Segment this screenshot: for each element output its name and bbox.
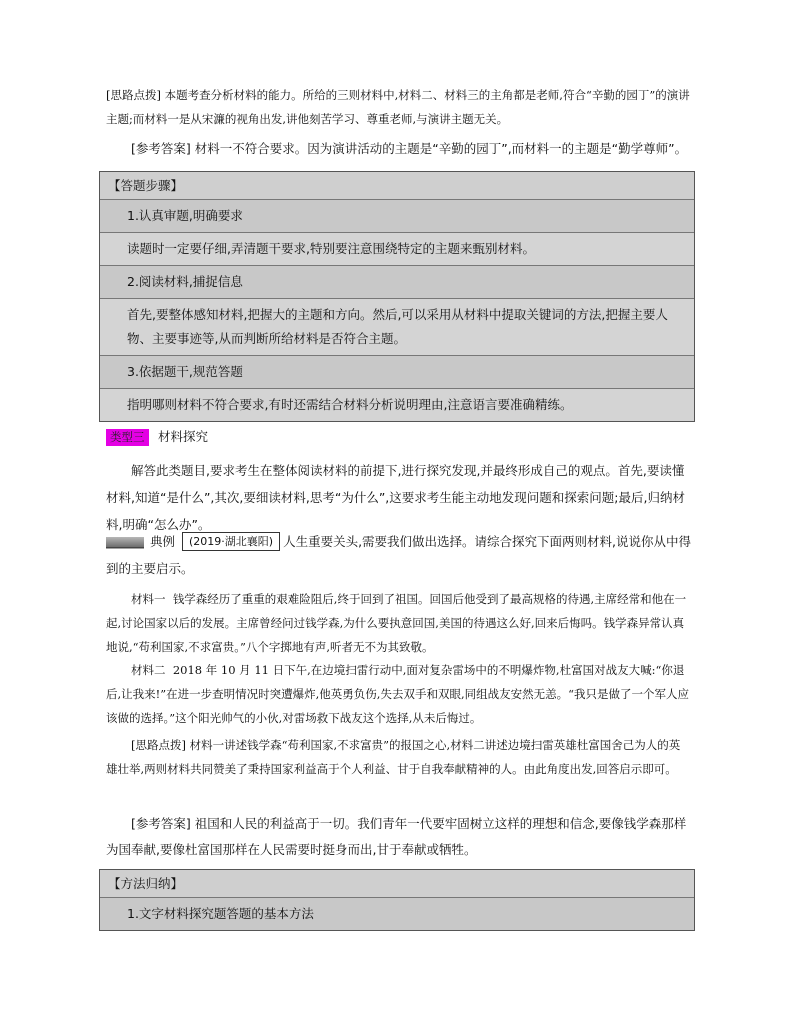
type-title: 材料探究: [158, 429, 209, 444]
answer-text: 材料一不符合要求。因为演讲活动的主题是“辛勤的园丁”,而材料一的主题是“勤学尊师”。: [194, 141, 688, 156]
method-header: 【方法归纳】: [100, 870, 694, 898]
example-source: (2019·湖北襄阳): [182, 532, 280, 551]
type-intro: 解答此类题目,要求考生在整体阅读材料的前提下,进行探究发现,并最终形成自己的观点。首先,要读懂材料,知道“是什么”,其次,要细读材料,思考“为什么”,这要求考生能主动地发现问题和探索问题;最后,归纳材料,明确“怎么办”。: [106, 463, 685, 532]
material-2: [106, 658, 690, 730]
material-1: [106, 587, 690, 659]
step-1-title: 1.认真审题,明确要求: [100, 200, 694, 233]
think-tip-text: 材料一讲述钱学森“苟利国家,不求富贵”的报国之心,材料二讲述边境扫雷英雄杜富国舍己为人的英雄壮举,两则材料共同赞美了秉持国家利益高于个人利益、甘于自我奉献精神的人。由此角度出发,回答启示即可。: [106, 738, 681, 776]
answer-steps-box: [99, 171, 695, 422]
think-tip-label: [思路点拨]: [106, 88, 161, 102]
method-summary-box: [99, 869, 695, 931]
material-1-label: 材料一: [131, 592, 166, 606]
example-block: [106, 528, 696, 582]
step-2-text: 首先,要整体感知材料,把握大的主题和方向。然后,可以采用从材料中提取关键词的方法,把握主要人物、主要事迹等,从而判断所给材料是否符合主题。: [100, 299, 694, 356]
think-tip-label: [思路点拨]: [131, 738, 186, 752]
think-tip-1: [106, 83, 690, 131]
example-ribbon-icon: [106, 537, 144, 549]
material-2-label: 材料二: [131, 663, 166, 677]
answer-text: 祖国和人民的利益高于一切。我们青年一代要牢固树立这样的理想和信念,要像钱学森那样为国奉献,要像杜富国那样在人民需要时挺身而出,甘于奉献或牺牲。: [106, 816, 687, 857]
reference-answer-2: [106, 811, 690, 863]
step-3-title: 3.依据题干,规范答题: [100, 356, 694, 389]
type-tag: 类型三: [106, 429, 149, 446]
material-2-text: 2018 年 10 月 11 日下午,在边境扫雷行动中,面对复杂雷场中的不明爆炸物,杜富国对战友大喊:“你退后,让我来!”在进一步查明情况时突遭爆炸,他英勇负伤,失去双手和双眼,同组战友安然无恙。“我只是做了一个军人应该做的选择。”这个阳光帅气的小伙,对雷场救下战友这个选择,从未后悔过。: [106, 663, 689, 725]
answer-label: [参考答案]: [131, 141, 191, 156]
think-tip-2: [106, 733, 690, 781]
example-text: 人生重要关头,需要我们做出选择。请综合探究下面两则材料,说说你从中得到的主要启示。: [106, 534, 692, 576]
reference-answer-1: [106, 137, 690, 161]
step-1-text: 读题时一定要仔细,弄清题干要求,特别要注意围绕特定的主题来甄别材料。: [100, 233, 694, 266]
think-tip-text: 本题考查分析材料的能力。所给的三则材料中,材料二、材料三的主角都是老师,符合“辛勤的园丁”的演讲主题;而材料一是从宋濂的视角出发,讲他刻苦学习、尊重老师,与演讲主题无关。: [106, 88, 690, 126]
example-label: 典例: [150, 534, 176, 549]
answer-label: [参考答案]: [131, 816, 191, 831]
material-1-text: 钱学森经历了重重的艰难险阻后,终于回到了祖国。回国后他受到了最高规格的待遇,主席经常和他在一起,讨论国家以后的发展。主席曾经问过钱学森,为什么要执意回国,美国的待遇这么好,回来后悔吗。钱学森异常认真地说,“苟利国家,不求富贵。”八个字掷地有声,听者无不为其致敬。: [106, 592, 687, 654]
steps-header: 【答题步骤】: [100, 172, 694, 200]
step-3-text: 指明哪则材料不符合要求,有时还需结合材料分析说明理由,注意语言要准确精练。: [100, 389, 694, 421]
method-1-title: 1.文字材料探究题答题的基本方法: [100, 898, 694, 930]
step-2-title: 2.阅读材料,捕捉信息: [100, 266, 694, 299]
